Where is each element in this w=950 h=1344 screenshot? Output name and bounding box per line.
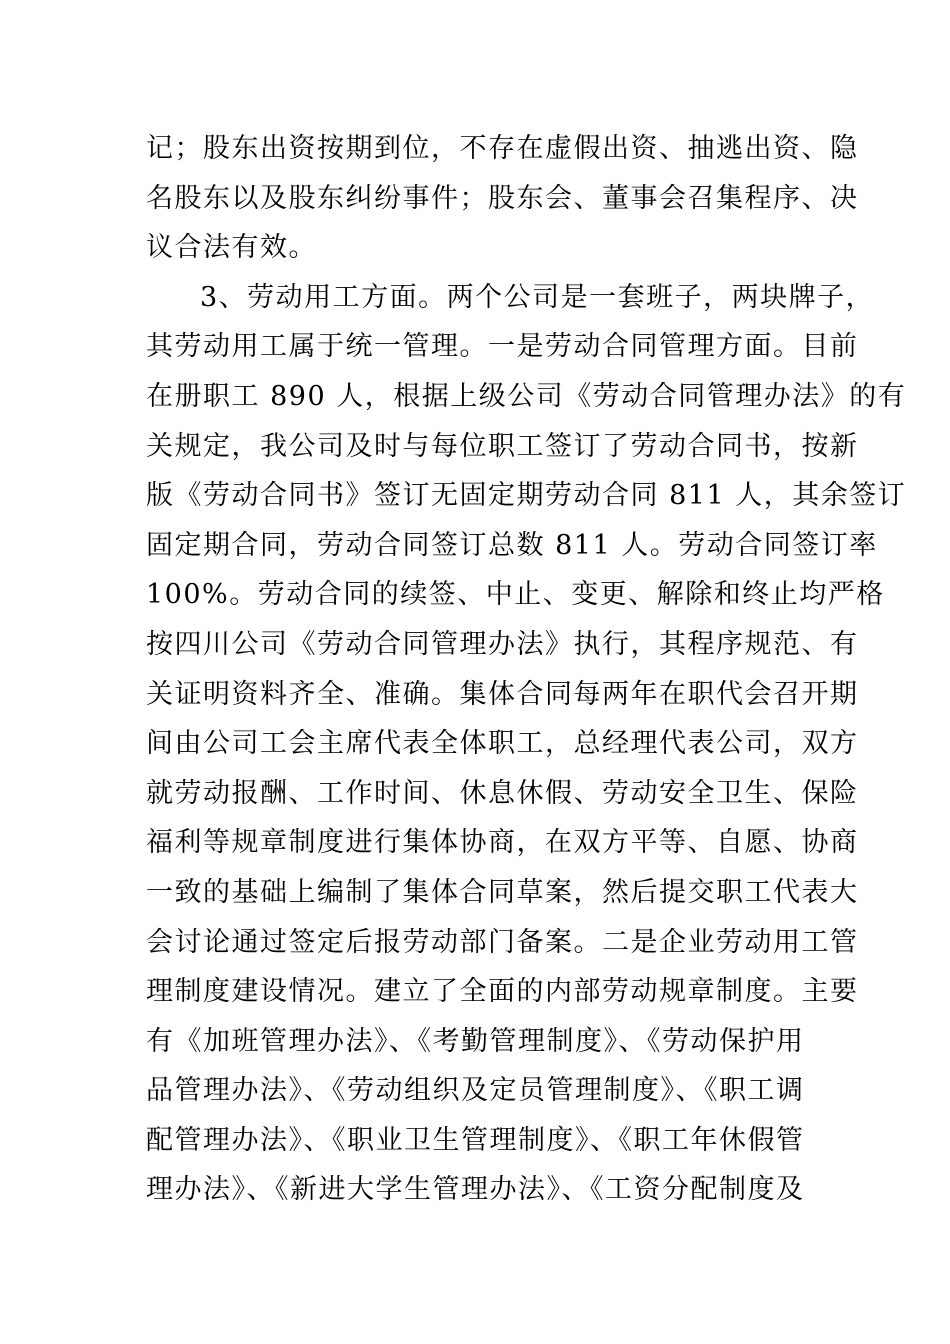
text-line: 品管理办法》、《劳动组织及定员管理制度》、《职工调 [146,1075,805,1107]
text-line: 关证明资料齐全、准确。集体合同每两年在职代会召开期 [146,678,859,710]
text-line: 名股东以及股东纠纷事件；股东会、董事会召集程序、决 [146,182,859,214]
text-line: 固定期合同，劳动合同签订总数 811 人。劳动合同签订率 [146,529,878,561]
text-line: 100%。劳动合同的续签、中止、变更、解除和终止均严格 [146,579,885,611]
text-line: 间由公司工会主席代表全体职工，总经理代表公司，双方 [146,728,859,760]
text-line: 一致的基础上编制了集体合同草案，然后提交职工代表大 [146,876,859,908]
text-line: 议合法有效。 [146,232,317,264]
text-line: 配管理办法》、《职业卫生管理制度》、《职工年休假管 [146,1124,805,1156]
text-line: 关规定，我公司及时与每位职工签订了劳动合同书，按新 [146,430,859,462]
document-body-text [146,124,907,1215]
text-line: 就劳动报酬、工作时间、休息休假、劳动安全卫生、保险 [146,777,859,809]
text-line: 会讨论通过签定后报劳动部门备案。二是企业劳动用工管 [146,926,859,958]
text-line: 记；股东出资按期到位，不存在虚假出资、抽逃出资、隐 [146,133,859,164]
text-line: 理办法》、《新进大学生管理办法》、《工资分配制度及 [146,1174,805,1206]
text-line: 按四川公司《劳动合同管理办法》执行，其程序规范、有 [146,628,859,660]
text-line: 福利等规章制度进行集体协商，在双方平等、自愿、协商 [146,827,859,859]
text-line: 有《加班管理办法》、《考勤管理制度》、《劳动保护用 [146,1025,805,1057]
text-line: 理制度建设情况。建立了全面的内部劳动规章制度。主要 [146,976,859,1008]
text-line: 在册职工 890 人，根据上级公司《劳动合同管理办法》的有 [146,380,907,412]
text-line: 版《劳动合同书》签订无固定期劳动合同 811 人，其余签订 [146,480,907,512]
paragraph-start-line: 3、劳动用工方面。两个公司是一套班子，两块牌子， [200,281,875,313]
text-line: 其劳动用工属于统一管理。一是劳动合同管理方面。目前 [146,331,859,363]
